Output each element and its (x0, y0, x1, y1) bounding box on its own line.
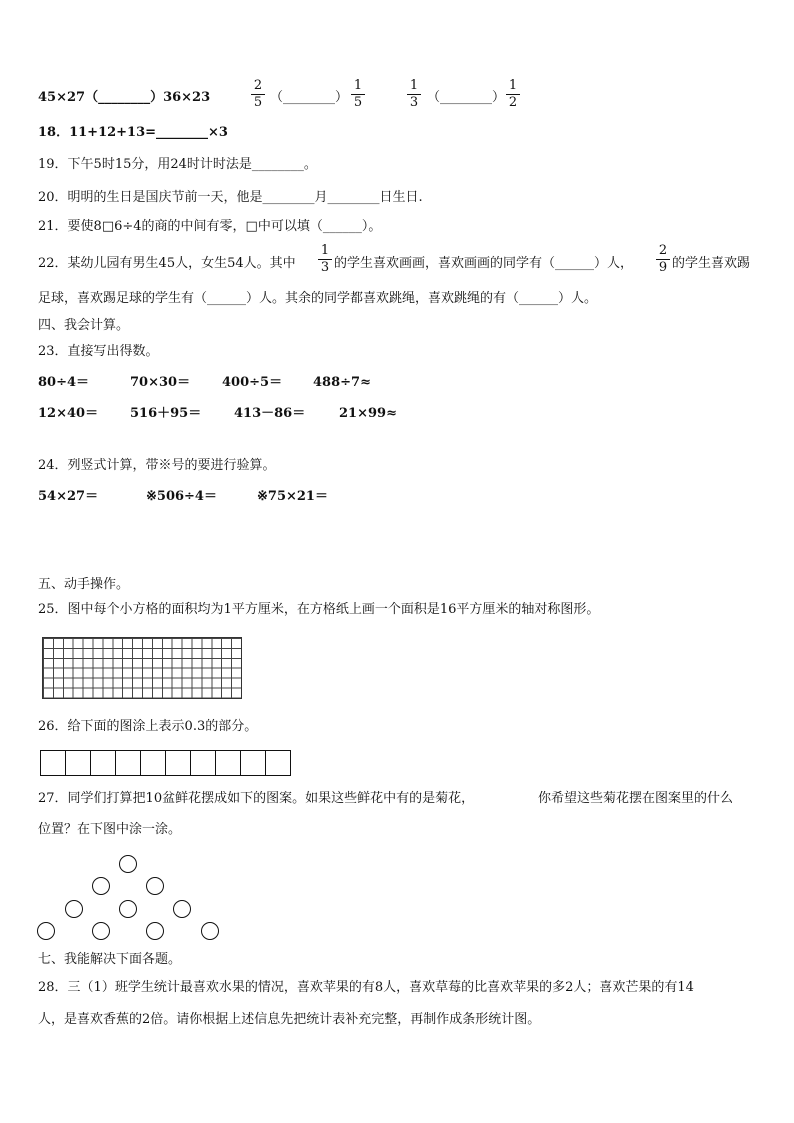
flower-circle[interactable] (65, 900, 83, 918)
q28-line2: 人，是喜欢香蕉的2倍。请你根据上述信息先把统计表补充完整，再制作成条形统计图。 (38, 1012, 541, 1027)
fraction-numerator: 1 (353, 78, 363, 93)
strip-cell[interactable] (141, 751, 166, 775)
fraction-numerator: 1 (409, 78, 419, 93)
fraction-denominator: 3 (409, 95, 419, 110)
q23-title: 23．直接写出得数。 (38, 344, 159, 359)
fraction-denominator: 2 (508, 95, 518, 110)
fraction-numerator: 2 (253, 78, 263, 93)
q17-fraction-d (506, 79, 520, 110)
q22-fraction-1 (318, 244, 332, 275)
q17-fraction-b (351, 79, 365, 110)
q23-item: 413－86＝ (234, 406, 306, 421)
strip-cell[interactable] (41, 751, 66, 775)
strip-cell[interactable] (266, 751, 290, 775)
q23-item: 21×99≈ (339, 406, 397, 421)
q19-text: 19．下午5时15分，用24时计时法是________。 (38, 157, 317, 172)
q23-item: 516＋95＝ (130, 406, 202, 421)
q23-item: 80÷4＝ (38, 375, 90, 390)
q27-line2: 位置？在下图中涂一涂。 (38, 822, 182, 837)
strip-cell[interactable] (216, 751, 241, 775)
q18-text: 18．11+12+13=________×3 (38, 125, 228, 140)
section-4-heading: 四、我会计算。 (38, 318, 130, 333)
flower-circle[interactable] (146, 922, 164, 940)
q27-line1a: 27．同学们打算把10盆鲜花摆成如下的图案。如果这些鲜花中有的是菊花， (38, 791, 475, 806)
strip-cell[interactable] (91, 751, 116, 775)
graph-paper-grid[interactable] (42, 637, 242, 699)
section-7-heading: 七、我能解决下面各题。 (38, 952, 182, 967)
q17-compare-1: 45×27（________）36×23 (38, 90, 211, 105)
q17-blank-1[interactable]: （________） (270, 90, 349, 105)
strip-cell[interactable] (66, 751, 91, 775)
q22-part2: 的学生喜欢画画，喜欢画画的同学有（______）人， (334, 256, 634, 271)
fraction-denominator: 5 (253, 95, 263, 110)
section-5-heading: 五、动手操作。 (38, 577, 130, 592)
flower-circle[interactable] (92, 877, 110, 895)
q23-item: 488÷7≈ (313, 375, 371, 390)
q22-part1: 22．某幼儿园有男生45人，女生54人。其中 (38, 256, 296, 271)
q27-line1b: 你希望这些菊花摆在图案里的什么 (538, 791, 734, 806)
flower-circle[interactable] (92, 922, 110, 940)
flower-circle[interactable] (119, 855, 137, 873)
q22-line2: 足球，喜欢踢足球的学生有（______）人。其余的同学都喜欢跳绳，喜欢跳绳的有（______）人。 (38, 291, 598, 306)
flower-circle[interactable] (173, 900, 191, 918)
q24-item: ※75×21＝ (257, 489, 328, 504)
q17-fraction-a (251, 79, 265, 110)
q21-text: 21．要使8□6÷4的商的中间有零，□中可以填（______）。 (38, 219, 382, 234)
strip-cell[interactable] (241, 751, 266, 775)
q23-item: 400÷5＝ (222, 375, 283, 390)
fraction-denominator: 3 (320, 260, 330, 275)
strip-cell[interactable] (191, 751, 216, 775)
q23-item: 70×30＝ (130, 375, 191, 390)
q20-text: 20．明明的生日是国庆节前一天，他是________月________日生日. (38, 190, 423, 205)
ten-cell-strip[interactable] (40, 750, 291, 776)
flower-circle[interactable] (201, 922, 219, 940)
q17-fraction-c (407, 79, 421, 110)
fraction-denominator: 9 (658, 260, 668, 275)
flower-circle[interactable] (146, 877, 164, 895)
fraction-numerator: 1 (320, 243, 330, 258)
flower-circle[interactable] (37, 922, 55, 940)
q24-item: 54×27＝ (38, 489, 99, 504)
q24-item: ※506÷4＝ (146, 489, 217, 504)
strip-cell[interactable] (166, 751, 191, 775)
q23-item: 12×40＝ (38, 406, 99, 421)
q28-line1: 28．三（1）班学生统计最喜欢水果的情况，喜欢苹果的有8人，喜欢草莓的比喜欢苹果的多2人；喜欢芒果的有14 (38, 980, 694, 995)
fraction-numerator: 1 (508, 78, 518, 93)
q22-part3: 的学生喜欢踢 (672, 256, 751, 271)
flower-circle[interactable] (119, 900, 137, 918)
fraction-denominator: 5 (353, 95, 363, 110)
q22-fraction-2 (656, 244, 670, 275)
q24-title: 24．列竖式计算，带※号的要进行验算。 (38, 458, 276, 473)
q25-text: 25．图中每个小方格的面积均为1平方厘米，在方格纸上画一个面积是16平方厘米的轴对称图形。 (38, 602, 600, 617)
q26-text: 26．给下面的图涂上表示0.3的部分。 (38, 719, 258, 734)
fraction-numerator: 2 (658, 243, 668, 258)
strip-cell[interactable] (116, 751, 141, 775)
q17-blank-2[interactable]: （________） (427, 90, 506, 105)
